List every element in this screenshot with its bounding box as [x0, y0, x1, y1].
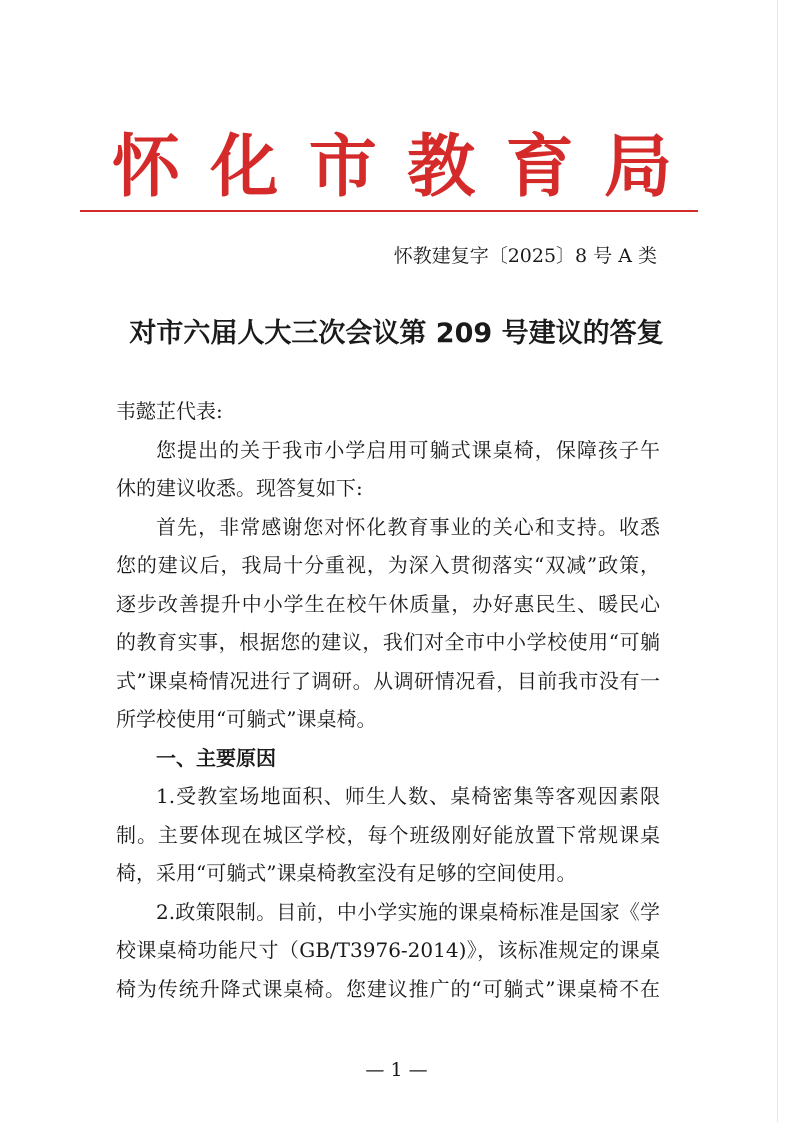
body-line: 您的建议后，我局十分重视，为深入贯彻落实“双减”政策，: [116, 553, 660, 577]
page-edge-line: [777, 0, 778, 1122]
body-line: 休的建议收悉。现答复如下:: [116, 476, 363, 500]
letterhead-title: [112, 128, 672, 208]
body-line: 您提出的关于我市小学启用可躺式课桌椅，保障孩子午: [156, 437, 660, 462]
letterhead-char: 局: [603, 128, 672, 207]
document-number: 怀教建复字〔2025〕8 号 A 类: [393, 245, 657, 267]
body-line: 椅，采用“可躺式”课桌椅教室没有足够的空间使用。: [116, 861, 577, 885]
letterhead-red-rule: [80, 210, 698, 212]
letterhead-char: 化: [210, 128, 279, 207]
body-line: 式”课桌椅情况进行了调研。从调研情况看，目前我市没有一: [116, 668, 660, 693]
letterhead-char: 市: [308, 128, 377, 207]
page-number: — 1 —: [365, 1059, 428, 1081]
body-line: 的教育实事，根据您的建议，我们对全市中小学校使用“可躺: [116, 630, 660, 654]
body-line: 校课桌椅功能尺寸（GB/T3976-2014)》，该标准规定的课桌: [116, 938, 660, 962]
body-line: 2.政策限制。目前，中小学实施的课桌椅标准是国家《学: [156, 899, 660, 924]
body-line: 1.受教室场地面积、师生人数、桌椅密集等客观因素限: [156, 784, 660, 808]
salutation: 韦懿芷代表:: [116, 399, 223, 423]
body-line: 逐步改善提升中小学生在校午休质量，办好惠民生、暖民心: [116, 591, 660, 616]
document-body: [116, 392, 660, 1008]
document-title: 对市六届人大三次会议第 209 号建议的答复: [129, 318, 664, 349]
body-line: 制。主要体现在城区学校，每个班级刚好能放置下常规课桌: [116, 822, 660, 847]
letterhead-char: 怀: [112, 128, 181, 207]
section-heading: 一、主要原因: [156, 745, 276, 770]
letterhead-char: 教: [407, 128, 476, 207]
body-line: 所学校使用“可躺式”课桌椅。: [116, 707, 377, 731]
body-line: 首先，非常感谢您对怀化教育事业的关心和支持。收悉: [156, 514, 660, 539]
body-line: 椅为传统升降式课桌椅。您建议推广的“可躺式”课桌椅不在: [116, 976, 660, 1001]
letterhead-char: 育: [505, 128, 574, 207]
